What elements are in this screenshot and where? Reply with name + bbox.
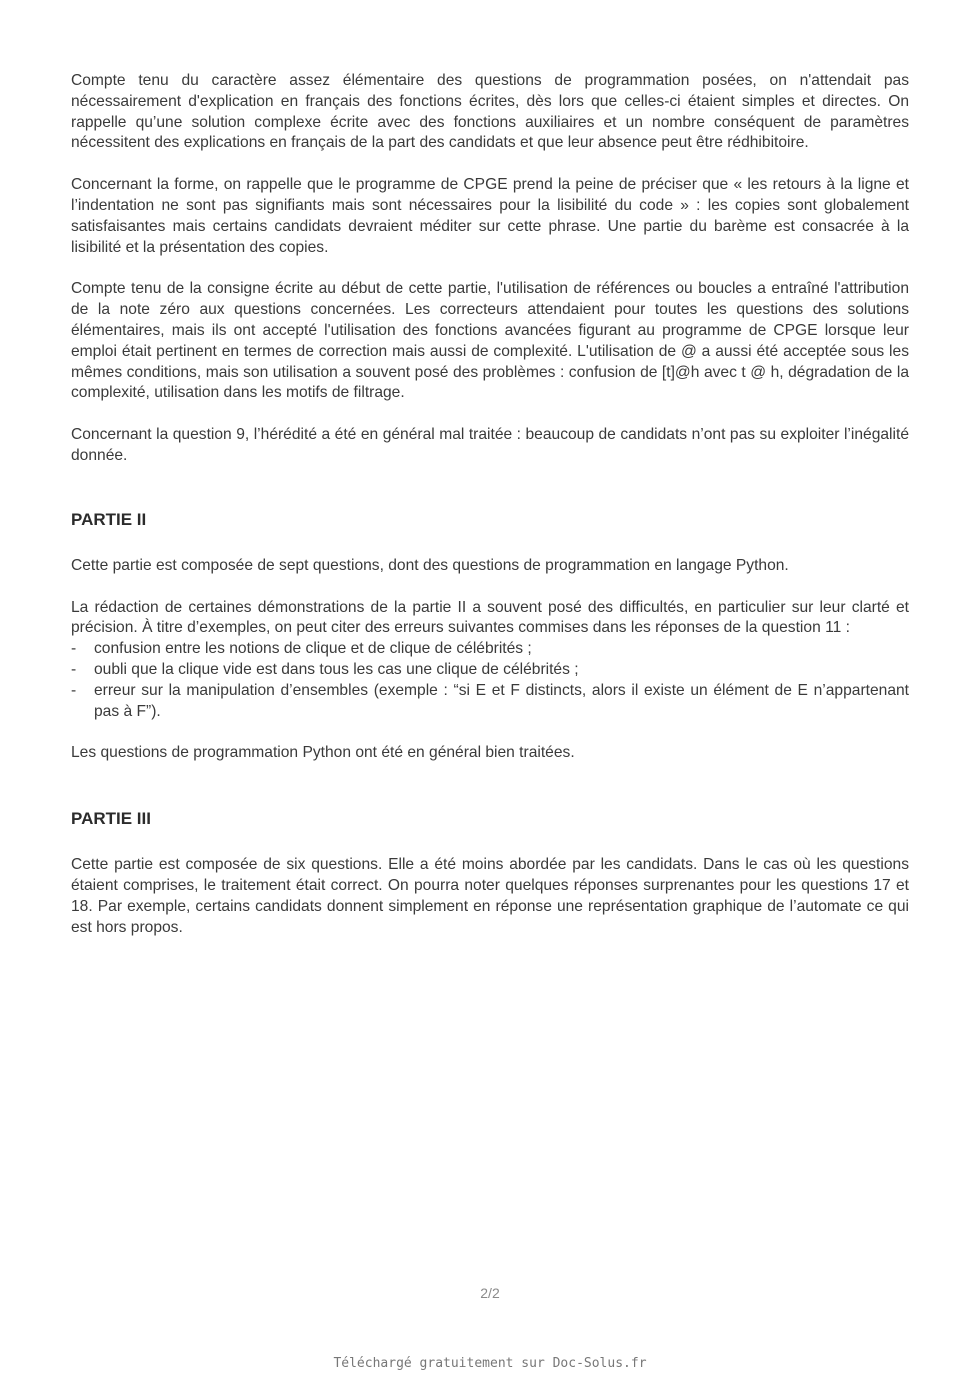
- list-item-text: oubli que la clique vide est dans tous les cas une clique de célébrités ;: [94, 660, 579, 678]
- paragraph-question-9: Concernant la question 9, l’hérédité a été en général mal traitée : beaucoup de candidats n’ont pas su exploiter l’inégalité donnée.: [71, 426, 909, 464]
- paragraph-programming-explanations: Compte tenu du caractère assez élémentaire des questions de programmation posées, on n'attendait pas nécessairement d'explication en français des fonctions écrites, dès lors que celles-ci étaient simples et directes. On rappelle qu’une solution complexe écrite avec des fonctions auxiliaires et un nombre conséquent de paramètres nécessitent des explications en français de la part des candidats et que leur absence peut être rédhibitoire.: [71, 72, 909, 152]
- list-item: [71, 681, 909, 723]
- list-item-text: confusion entre les notions de clique et de clique de célébrités ;: [94, 640, 532, 658]
- document-body: [71, 71, 909, 938]
- download-footer: Téléchargé gratuitement sur Doc-Solus.fr: [333, 1356, 647, 1371]
- dash-bullet: -: [71, 681, 77, 699]
- paragraph-code-form: Concernant la forme, on rappelle que le programme de CPGE prend la peine de préciser que « les retours à la ligne et l’indentation ne sont pas signifiants mais sont nécessaires pour la lisibilité du code » : les copies sont globalement satisfaisantes mais certains candidats devraient méditer sur cette phrase. Une partie du barème est consacrée à la lisibilité et la présentation des copies.: [71, 176, 909, 256]
- paragraph-part2-redaction: La rédaction de certaines démonstrations de la partie II a souvent posé des difficultés, en particulier sur leur clarté et précision. À titre d’exemples, on peut citer des erreurs suivantes commises dans les réponses de la question 11 :: [71, 598, 909, 637]
- dash-bullet: -: [71, 640, 77, 658]
- error-list: [71, 639, 909, 722]
- list-item: [71, 660, 909, 681]
- page-number: 2/2: [480, 1285, 500, 1301]
- list-item-text: erreur sur la manipulation d’ensembles (exemple : “si E et F distincts, alors il existe un élément de E n’appartenant pas à F”).: [94, 681, 909, 720]
- heading-partie-iii: PARTIE III: [71, 809, 151, 829]
- paragraph-part2-intro: Cette partie est composée de sept questions, dont des questions de programmation en langage Python.: [71, 556, 789, 574]
- paragraph-part2-closing: Les questions de programmation Python ont été en général bien traitées.: [71, 744, 575, 762]
- paragraph-part3: Cette partie est composée de six questions. Elle a été moins abordée par les candidats. Dans le cas où les questions étaient comprises, le traitement était correct. On pourra noter quelques réponses surprenantes pour les questions 17 et 18. Par exemple, certains candidats donnent simplement en réponse une représentation graphique de l’automate ce qui est hors propos.: [71, 856, 909, 936]
- paragraph-references-loops: Compte tenu de la consigne écrite au début de cette partie, l'utilisation de références ou boucles a entraîné l'attribution de la note zéro aux questions concernées. Les correcteurs attendaient pour toutes les questions des solutions élémentaires, mais ils ont accepté l'utilisation des fonctions avancées figurant au programme de CPGE lorsque leur emploi était pertinent en termes de correction mais aussi de complexité. L'utilisation de @ a aussi été acceptée sous les mêmes conditions, mais son utilisation a souvent posé des problèmes : confusion de [t]@h avec t @ h, dégradation de la complexité, utilisation dans les motifs de filtrage.: [71, 280, 909, 402]
- dash-bullet: -: [71, 660, 77, 678]
- heading-partie-ii: PARTIE II: [71, 509, 147, 529]
- list-item: [71, 639, 909, 660]
